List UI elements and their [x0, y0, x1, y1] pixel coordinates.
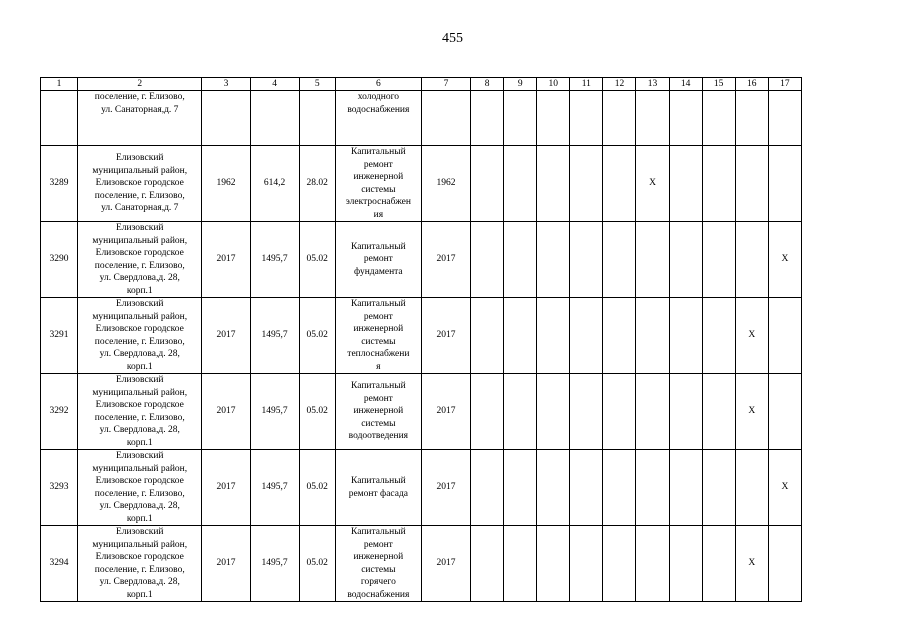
column-number-row	[41, 78, 802, 91]
table-cell	[471, 146, 504, 222]
column-header: 5	[299, 78, 335, 91]
address-cell: Елизовский муниципальный район, Елизовское городское поселение, г. Елизово, ул. Свердлова,д. 28, корп.1	[78, 222, 202, 298]
mark-cell	[636, 298, 669, 374]
area-cell: 614,2	[250, 146, 299, 222]
mark-cell: X	[735, 526, 768, 602]
table-cell	[570, 450, 603, 526]
table-cell	[702, 222, 735, 298]
code-cell: 05.02	[299, 374, 335, 450]
work-type-cell: Капитальный ремонт инженерной системы электроснабжен ия	[335, 146, 421, 222]
table-cell	[669, 91, 702, 146]
table-cell	[471, 222, 504, 298]
column-header: 15	[702, 78, 735, 91]
table-row	[41, 526, 802, 602]
table-cell	[702, 526, 735, 602]
table-cell	[702, 298, 735, 374]
table-cell	[702, 91, 735, 146]
table-row	[41, 222, 802, 298]
column-header: 10	[537, 78, 570, 91]
year-built-cell: 2017	[202, 374, 250, 450]
column-header: 17	[768, 78, 801, 91]
column-header: 16	[735, 78, 768, 91]
row-number-cell: 3291	[41, 298, 78, 374]
table-cell	[421, 91, 470, 146]
table-cell	[603, 374, 636, 450]
table-cell	[537, 526, 570, 602]
column-header: 6	[335, 78, 421, 91]
column-header: 7	[421, 78, 470, 91]
table-cell	[41, 91, 78, 146]
table-cell	[471, 450, 504, 526]
year-built-cell: 2017	[202, 222, 250, 298]
mark-cell	[636, 222, 669, 298]
table-cell	[570, 374, 603, 450]
table-cell	[702, 450, 735, 526]
table-cell	[471, 91, 504, 146]
table-cell	[299, 91, 335, 146]
row-number-cell: 3292	[41, 374, 78, 450]
mark-cell: X	[735, 374, 768, 450]
year-built-cell: 2017	[202, 298, 250, 374]
table-cell	[471, 298, 504, 374]
table-cell	[570, 91, 603, 146]
table-cell	[250, 91, 299, 146]
work-type-cell: Капитальный ремонт инженерной системы горячего водоснабжения	[335, 526, 421, 602]
table-cell	[603, 91, 636, 146]
table-cell	[702, 146, 735, 222]
table-cell	[636, 91, 669, 146]
table-cell	[669, 374, 702, 450]
table-cell	[669, 298, 702, 374]
mark-cell	[735, 222, 768, 298]
address-cell: Елизовский муниципальный район, Елизовское городское поселение, г. Елизово, ул. Свердлова,д. 28, корп.1	[78, 298, 202, 374]
work-type-cell: Капитальный ремонт фасада	[335, 450, 421, 526]
area-cell: 1495,7	[250, 374, 299, 450]
code-cell: 05.02	[299, 526, 335, 602]
table-row	[41, 298, 802, 374]
row-number-cell: 3293	[41, 450, 78, 526]
mark-cell: X	[768, 450, 801, 526]
column-header: 1	[41, 78, 78, 91]
table-cell	[603, 526, 636, 602]
area-cell: 1495,7	[250, 450, 299, 526]
mark-cell	[636, 526, 669, 602]
plan-year-cell: 2017	[421, 298, 470, 374]
row-number-cell: 3290	[41, 222, 78, 298]
plan-year-cell: 2017	[421, 450, 470, 526]
code-cell: 05.02	[299, 450, 335, 526]
table-cell	[537, 374, 570, 450]
table-row	[41, 374, 802, 450]
work-type-cell: Капитальный ремонт инженерной системы водоотведения	[335, 374, 421, 450]
continuation-row	[41, 91, 802, 146]
table-cell	[570, 146, 603, 222]
plan-year-cell: 2017	[421, 526, 470, 602]
column-header: 9	[504, 78, 537, 91]
work-type-cell: Капитальный ремонт инженерной системы теплоснабжени я	[335, 298, 421, 374]
table-cell	[504, 526, 537, 602]
register-table	[40, 77, 802, 602]
table-cell	[504, 298, 537, 374]
mark-cell	[636, 374, 669, 450]
table-cell	[570, 298, 603, 374]
table-cell	[702, 374, 735, 450]
area-cell: 1495,7	[250, 222, 299, 298]
table-cell	[537, 146, 570, 222]
mark-cell	[768, 146, 801, 222]
plan-year-cell: 1962	[421, 146, 470, 222]
table-cell	[471, 526, 504, 602]
mark-cell	[768, 374, 801, 450]
column-header: 14	[669, 78, 702, 91]
code-cell: 05.02	[299, 298, 335, 374]
table-cell	[537, 298, 570, 374]
column-header: 2	[78, 78, 202, 91]
table-cell	[504, 91, 537, 146]
column-header: 3	[202, 78, 250, 91]
table-cell	[537, 450, 570, 526]
area-cell: 1495,7	[250, 298, 299, 374]
column-header: 8	[471, 78, 504, 91]
table-cell	[504, 222, 537, 298]
row-number-cell: 3289	[41, 146, 78, 222]
work-type-cell: холодного водоснабжения	[335, 91, 421, 146]
year-built-cell: 2017	[202, 450, 250, 526]
address-cell: Елизовский муниципальный район, Елизовское городское поселение, г. Елизово, ул. Свердлова,д. 28, корп.1	[78, 374, 202, 450]
year-built-cell: 2017	[202, 526, 250, 602]
mark-cell	[768, 526, 801, 602]
address-cell: Елизовский муниципальный район, Елизовское городское поселение, г. Елизово, ул. Санаторная,д. 7	[78, 146, 202, 222]
table-row	[41, 146, 802, 222]
table-cell	[603, 298, 636, 374]
area-cell: 1495,7	[250, 526, 299, 602]
column-header: 13	[636, 78, 669, 91]
page-number: 455	[442, 31, 463, 46]
address-cell: Елизовский муниципальный район, Елизовское городское поселение, г. Елизово, ул. Свердлова,д. 28, корп.1	[78, 526, 202, 602]
code-cell: 05.02	[299, 222, 335, 298]
table-cell	[202, 91, 250, 146]
mark-cell	[768, 298, 801, 374]
table-cell	[669, 526, 702, 602]
table-cell	[669, 146, 702, 222]
mark-cell	[735, 146, 768, 222]
column-header: 12	[603, 78, 636, 91]
plan-year-cell: 2017	[421, 222, 470, 298]
column-header: 11	[570, 78, 603, 91]
address-cell: поселение, г. Елизово, ул. Санаторная,д. 7	[78, 91, 202, 146]
table-cell	[669, 450, 702, 526]
table-cell	[471, 374, 504, 450]
mark-cell	[636, 450, 669, 526]
year-built-cell: 1962	[202, 146, 250, 222]
table-cell	[570, 222, 603, 298]
mark-cell: X	[735, 298, 768, 374]
row-number-cell: 3294	[41, 526, 78, 602]
code-cell: 28.02	[299, 146, 335, 222]
table-cell	[537, 222, 570, 298]
table-cell	[570, 526, 603, 602]
table-row	[41, 450, 802, 526]
plan-year-cell: 2017	[421, 374, 470, 450]
table-cell	[669, 222, 702, 298]
table-cell	[504, 146, 537, 222]
table-cell	[735, 91, 768, 146]
table-cell	[504, 374, 537, 450]
table-cell	[603, 222, 636, 298]
mark-cell: X	[636, 146, 669, 222]
work-type-cell: Капитальный ремонт фундамента	[335, 222, 421, 298]
address-cell: Елизовский муниципальный район, Елизовское городское поселение, г. Елизово, ул. Свердлова,д. 28, корп.1	[78, 450, 202, 526]
column-header: 4	[250, 78, 299, 91]
mark-cell	[735, 450, 768, 526]
table-cell	[768, 91, 801, 146]
table-cell	[537, 91, 570, 146]
table-cell	[603, 146, 636, 222]
mark-cell: X	[768, 222, 801, 298]
table-cell	[504, 450, 537, 526]
table-cell	[603, 450, 636, 526]
